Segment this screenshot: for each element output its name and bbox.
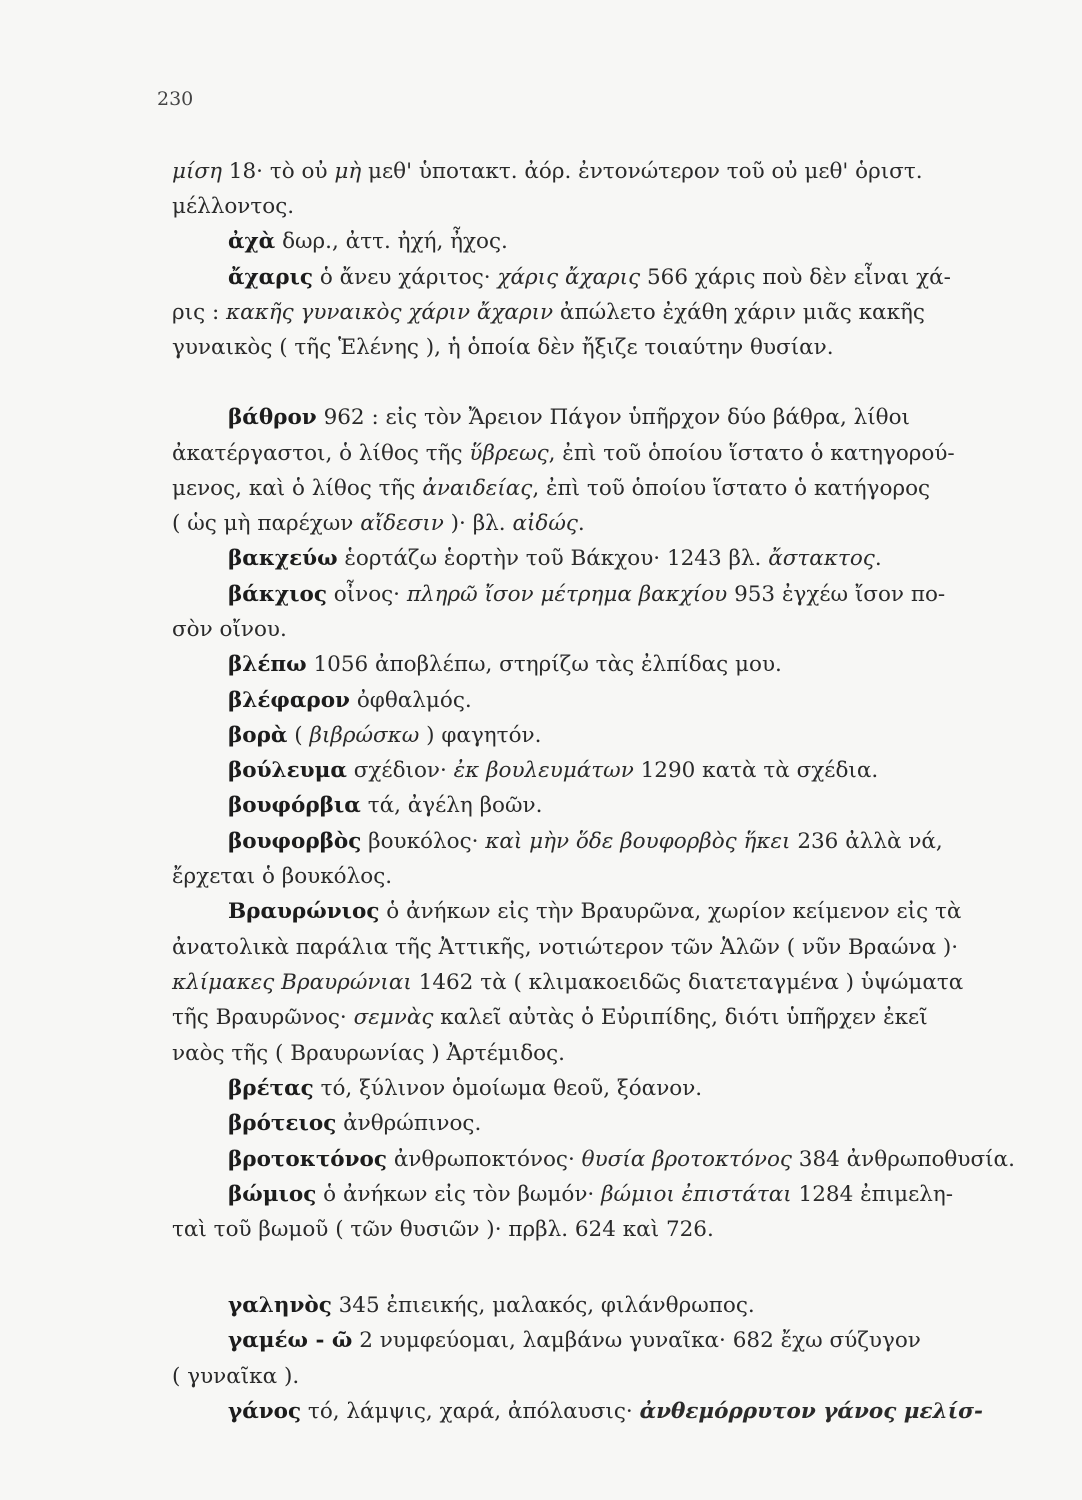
gloss-text: 962 : εἰς τὸν Ἄρειον Πάγον ὑπῆρχον δύο βάθρα, λίθοι	[316, 405, 910, 430]
entry-line	[228, 722, 1082, 750]
gloss-text: δωρ., ἀττ. ἠχή, ἦχος.	[275, 229, 508, 254]
quoted-phrase: ὕβρεως	[469, 441, 549, 466]
entry-line	[228, 545, 1082, 573]
gloss-text: ἀπώλετο ἐχάθη χάριν μιᾶς κακῆς	[553, 300, 925, 325]
headword: βώμιος	[228, 1182, 317, 1207]
gloss-text: ναὸς τῆς ( Βραυρωνίας ) Ἀρτέμιδος.	[172, 1041, 565, 1066]
quoted-phrase: βιβρώσκω	[309, 723, 420, 748]
headword: βλέπω	[228, 652, 307, 677]
gloss-text: 236 ἀλλὰ νά,	[790, 829, 943, 854]
quoted-phrase: μίση	[172, 159, 222, 184]
headword: ἀχὰ	[228, 229, 276, 254]
gloss-text: ( ὡς μὴ παρέχων	[172, 511, 361, 536]
headword: γάνος	[228, 1399, 302, 1424]
text-line	[172, 1363, 1032, 1391]
gloss-text: 566 χάρις ποὺ δὲν εἶναι χά-	[640, 265, 951, 290]
gloss-text: μεθ' ὑποτακτ. ἀόρ. ἐντονώτερον τοῦ οὐ μεθ' ὁριστ.	[361, 159, 923, 184]
quoted-phrase: ἐκ βουλευμάτων	[453, 758, 634, 783]
headword: βορὰ	[228, 723, 288, 748]
gloss-text: .	[874, 546, 882, 571]
headword: βακχεύω	[228, 546, 338, 571]
gloss-text: 345 ἐπιεικής, μαλακός, φιλάνθρωπος.	[331, 1293, 755, 1318]
gloss-text: ἑορτάζω ἑορτὴν τοῦ Βάκχου· 1243 βλ.	[337, 546, 769, 571]
page-number: 230	[157, 88, 194, 110]
quoted-phrase: θυσία βροτοκτόνος	[581, 1147, 792, 1172]
headword: βούλευμα	[228, 758, 347, 783]
entry-line	[228, 1146, 1082, 1174]
gloss-text: τό, λάμψις, χαρά, ἀπόλαυσις·	[301, 1399, 640, 1424]
text-line	[172, 616, 1032, 644]
entry-line	[228, 757, 1082, 785]
entry-line	[228, 898, 1082, 926]
gloss-text: ὁ ἀνήκων εἰς τὸν βωμόν·	[316, 1182, 602, 1207]
headword: γαληνὸς	[228, 1293, 332, 1318]
entry-line	[228, 1398, 1082, 1426]
gloss-text: ἀνθρώπινος.	[336, 1111, 482, 1136]
gloss-text: σχέδιον·	[346, 758, 454, 783]
text-line	[172, 510, 1032, 538]
entry-line	[228, 228, 1082, 256]
gloss-text: ὁ ἀνήκων εἰς τὴν Βραυρῶνα, χωρίον κείμενον εἰς τὰ	[379, 899, 962, 924]
text-line	[172, 1004, 1032, 1032]
quoted-phrase: ἀνθεμόρρυτον γάνος μελίσ-	[639, 1399, 983, 1424]
gloss-text: , ἐπὶ τοῦ ὁποίου ἵστατο ὁ κατήγορος	[532, 476, 931, 501]
gloss-text: ἀνατολικὰ παράλια τῆς Ἀττικῆς, νοτιώτερον τῶν Ἁλῶν ( νῦν Βραώνα )·	[172, 935, 959, 960]
gloss-text: γυναικὸς ( τῆς Ἑλένης ), ἡ ὁποία δὲν ἤξιζε τοιαύτην θυσίαν.	[172, 335, 834, 360]
quoted-phrase: ἄστακτος	[768, 546, 875, 571]
entry-line	[228, 1110, 1082, 1138]
headword: βουφορβὸς	[228, 829, 362, 854]
entry-line	[228, 1181, 1082, 1209]
gloss-text: 18· τὸ οὐ	[221, 159, 335, 184]
gloss-text: τό, ξύλινον ὁμοίωμα θεοῦ, ξόανον.	[313, 1076, 703, 1101]
entry-line	[228, 792, 1082, 820]
gloss-text: ἀκατέργαστοι, ὁ λίθος τῆς	[172, 441, 470, 466]
text-line	[172, 299, 1032, 327]
text-line	[172, 1216, 1032, 1244]
entry-line	[228, 581, 1082, 609]
text-line	[172, 934, 1032, 962]
quoted-phrase: αἰδώς	[512, 511, 578, 536]
gloss-text: 953 ἐγχέω ἴσον πο-	[727, 582, 946, 607]
gloss-text: ἀνθρωποκτόνος·	[387, 1147, 582, 1172]
entry-line	[228, 1075, 1082, 1103]
gloss-text: , ἐπὶ τοῦ ὁποίου ἵστατο ὁ κατηγορού-	[548, 441, 955, 466]
quoted-phrase: αἴδεσιν	[360, 511, 444, 536]
gloss-text: μέλλοντος.	[172, 194, 295, 219]
quoted-phrase: χάρις ἄχαρις	[497, 265, 641, 290]
headword: βρότειος	[228, 1111, 337, 1136]
gloss-text: οἶνος·	[326, 582, 407, 607]
gloss-text: τά, ἀγέλη βοῶν.	[360, 793, 543, 818]
gloss-text: 1462 τὰ ( κλιμακοειδῶς διατεταγμένα ) ὑψώματα	[411, 970, 964, 995]
entry-line	[228, 404, 1082, 432]
entry-line	[228, 828, 1082, 856]
text-line	[172, 158, 1032, 186]
headword: ἄχαρις	[228, 265, 314, 290]
entry-line	[228, 1292, 1082, 1320]
gloss-text: ὁ ἄνευ χάριτος·	[313, 265, 498, 290]
headword: βλέφαρον	[228, 688, 350, 713]
gloss-text: τῆς Βραυρῶνος·	[172, 1005, 354, 1030]
headword: γαμέω - ῶ	[228, 1328, 353, 1353]
gloss-text: ἔρχεται ὁ βουκόλος.	[172, 864, 393, 889]
gloss-text: )· βλ.	[443, 511, 513, 536]
entry-line	[228, 1327, 1082, 1355]
entry-line	[228, 651, 1082, 679]
text-line	[172, 863, 1032, 891]
quoted-phrase: πληρῶ ἴσον μέτρημα βακχίου	[406, 582, 728, 607]
gloss-text: βουκόλος·	[361, 829, 486, 854]
text-line	[172, 440, 1032, 468]
text-line	[172, 1040, 1032, 1068]
quoted-phrase: καὶ μὴν ὅδε βουφορβὸς ἥκει	[485, 829, 791, 854]
gloss-text: ὀφθαλμός.	[349, 688, 472, 713]
text-line	[172, 475, 1032, 503]
headword: βρέτας	[228, 1076, 314, 1101]
text-line	[172, 334, 1032, 362]
gloss-text: 1290 κατὰ τὰ σχέδια.	[633, 758, 879, 783]
gloss-text: .	[577, 511, 585, 536]
headword: βάκχιος	[228, 582, 327, 607]
gloss-text: 1284 ἐπιμελη-	[791, 1182, 954, 1207]
gloss-text: σὸν οἴνου.	[172, 617, 287, 642]
quoted-phrase: κακῆς γυναικὸς χάριν ἄχαριν	[226, 300, 554, 325]
quoted-phrase: σεμνὰς	[353, 1005, 434, 1030]
gloss-text: (	[287, 723, 310, 748]
gloss-text: ρις :	[172, 300, 227, 325]
quoted-phrase: μὴ	[334, 159, 362, 184]
entry-line	[228, 687, 1082, 715]
gloss-text: ) φαγητόν.	[419, 723, 542, 748]
gloss-text: 1056 ἀποβλέπω, στηρίζω τὰς ἐλπίδας μου.	[306, 652, 782, 677]
gloss-text: ( γυναῖκα ).	[172, 1364, 300, 1389]
quoted-phrase: κλίμακες Βραυρώνιαι	[172, 970, 412, 995]
text-line	[172, 969, 1032, 997]
gloss-text: ταὶ τοῦ βωμοῦ ( τῶν θυσιῶν )· πρβλ. 624 καὶ 726.	[172, 1217, 714, 1242]
headword: Βραυρώνιος	[228, 899, 380, 924]
gloss-text: 2 νυμφεύομαι, λαμβάνω γυναῖκα· 682 ἔχω σύζυγον	[352, 1328, 921, 1353]
gloss-text: καλεῖ αὐτὰς ὁ Εὐριπίδης, διότι ὑπῆρχεν ἐκεῖ	[433, 1005, 928, 1030]
gloss-text: μενος, καὶ ὁ λίθος τῆς	[172, 476, 423, 501]
text-line	[172, 193, 1032, 221]
quoted-phrase: βώμιοι ἐπιστάται	[601, 1182, 792, 1207]
gloss-text: 384 ἀνθρωποθυσία.	[791, 1147, 1015, 1172]
headword: βουφόρβια	[228, 793, 361, 818]
quoted-phrase: ἀναιδείας	[422, 476, 533, 501]
entry-line	[228, 264, 1082, 292]
headword: βροτοκτόνος	[228, 1147, 387, 1172]
headword: βάθρον	[228, 405, 317, 430]
